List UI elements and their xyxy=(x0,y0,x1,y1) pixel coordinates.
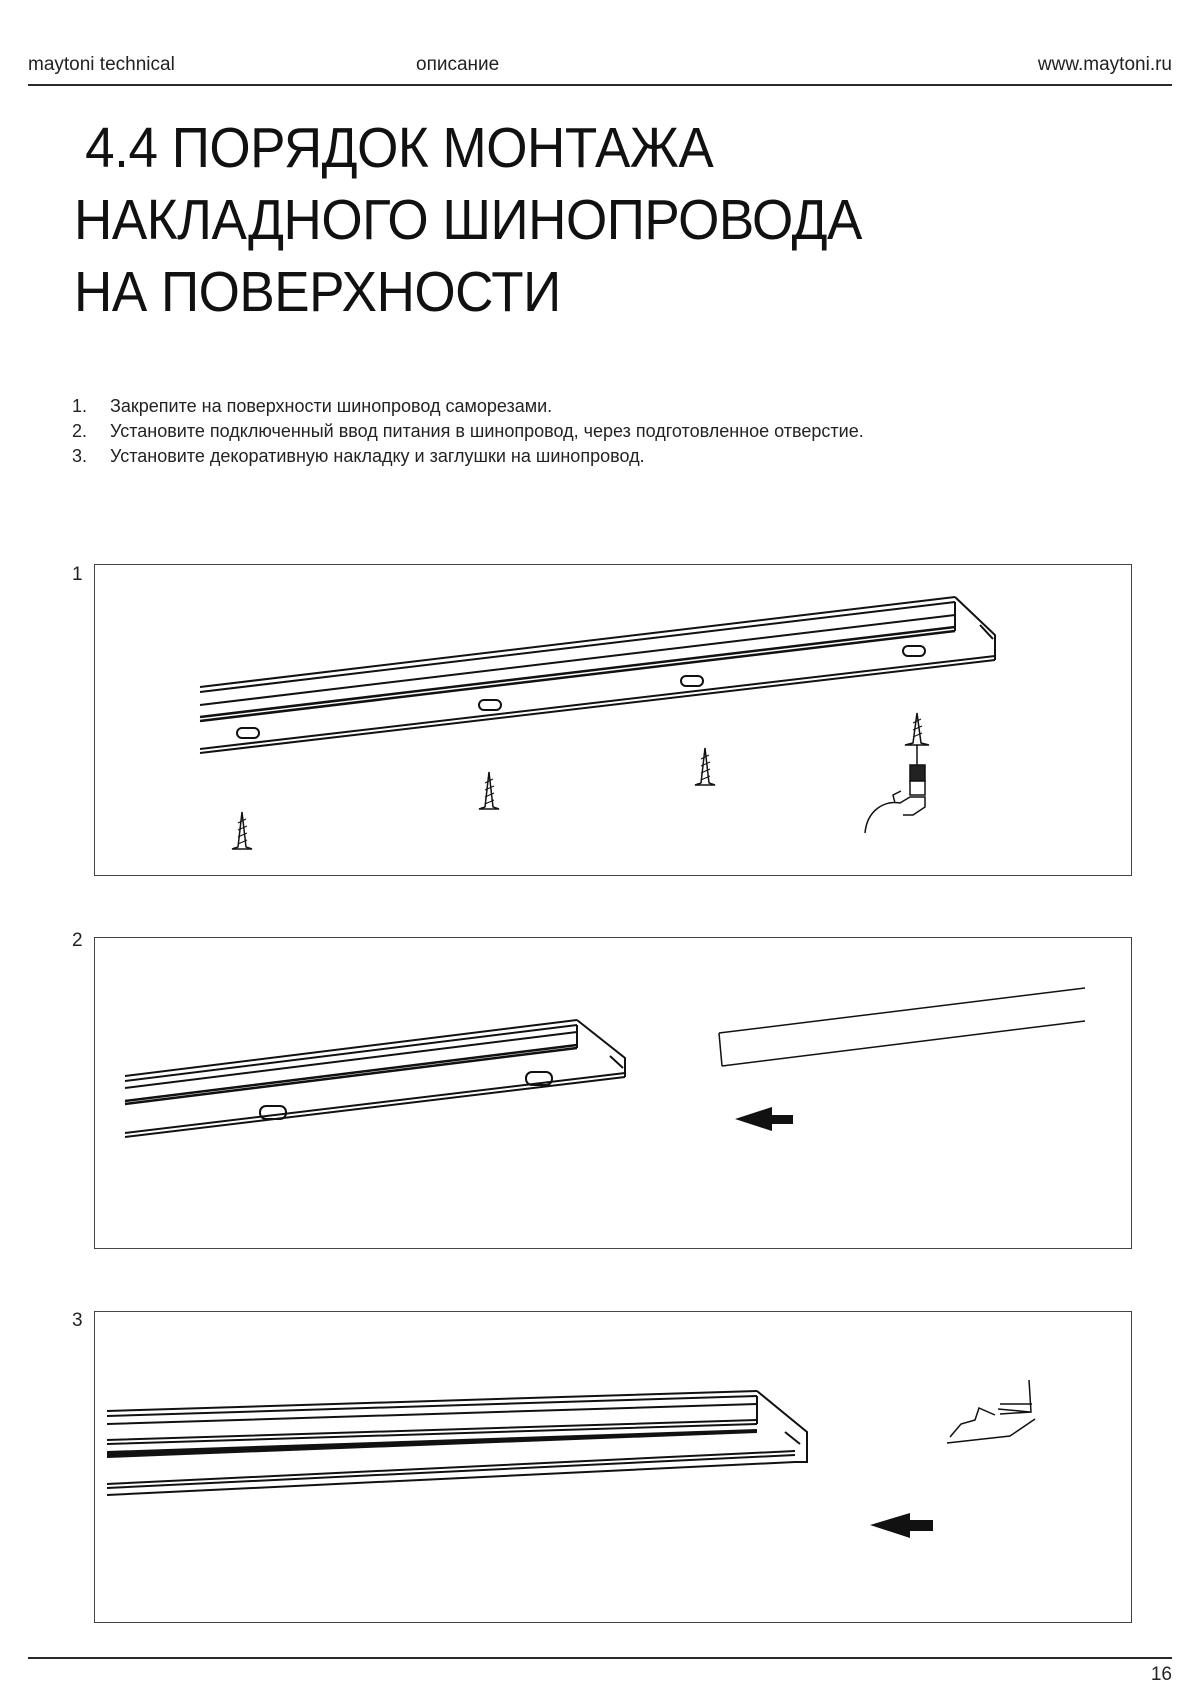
cover-strip-icon xyxy=(719,988,1085,1066)
title-line-1: 4.4 ПОРЯДОК МОНТАЖА xyxy=(85,116,714,180)
screw-icon xyxy=(479,772,499,809)
header-divider xyxy=(28,84,1172,86)
screwdriver-hand-icon xyxy=(865,713,929,833)
header-section: описание xyxy=(416,54,500,75)
figure-1-illustration xyxy=(95,565,1131,875)
page-title xyxy=(74,112,862,328)
footer-divider xyxy=(28,1657,1172,1659)
title-line-2: НАКЛАДНОГО ШИНОПРОВОДА xyxy=(74,188,862,252)
header-brand: maytoni technical xyxy=(28,54,175,75)
instruction-item xyxy=(72,444,864,469)
figure-2-label: 2 xyxy=(72,930,83,951)
figure-3 xyxy=(94,1311,1132,1623)
title-line-3: НА ПОВЕРХНОСТИ xyxy=(74,260,561,324)
figure-1 xyxy=(94,564,1132,876)
instruction-number: 3. xyxy=(72,446,88,466)
arrow-left-icon xyxy=(735,1107,793,1131)
page-number: 16 xyxy=(1150,1664,1172,1685)
instruction-text: Закрепите на поверхности шинопровод саморезами. xyxy=(110,396,553,416)
instruction-item xyxy=(72,419,864,444)
screw-icon xyxy=(232,812,252,849)
instruction-number: 1. xyxy=(72,396,88,416)
instruction-text: Установите подключенный ввод питания в шинопровод, через подготовленное отверстие. xyxy=(110,421,864,441)
instruction-list xyxy=(72,394,864,469)
figure-3-illustration xyxy=(95,1312,1131,1622)
instruction-text: Установите декоративную накладку и заглушки на шинопровод. xyxy=(110,446,645,466)
figure-2 xyxy=(94,937,1132,1249)
track-rail-icon xyxy=(125,1020,625,1137)
figure-2-illustration xyxy=(95,938,1131,1248)
screw-icon xyxy=(695,748,715,785)
track-rail-icon xyxy=(200,597,995,753)
instruction-number: 2. xyxy=(72,421,88,441)
arrow-left-icon xyxy=(870,1513,933,1538)
end-cap-icon xyxy=(947,1312,1128,1443)
figure-1-label: 1 xyxy=(72,564,83,585)
instruction-item xyxy=(72,394,864,419)
figure-3-label: 3 xyxy=(72,1310,83,1331)
header-website[interactable]: www.maytoni.ru xyxy=(1037,54,1172,75)
